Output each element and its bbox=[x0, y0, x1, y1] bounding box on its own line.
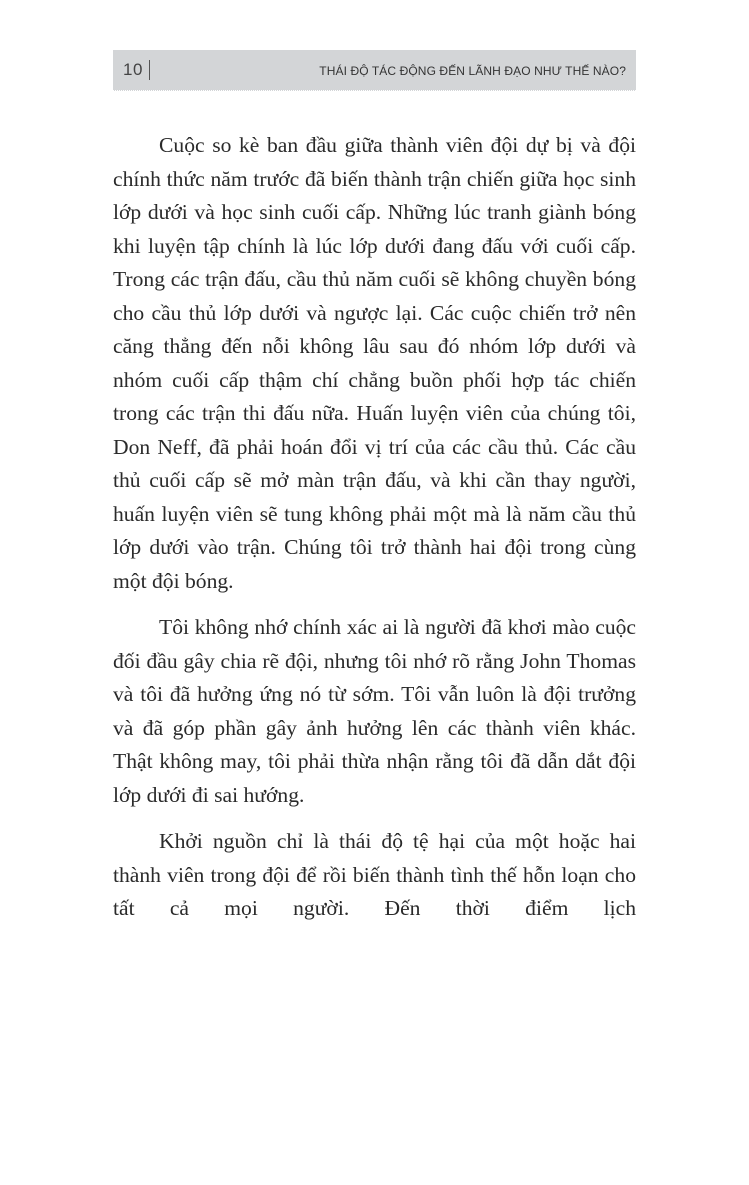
paragraph-3: Khởi nguồn chỉ là thái độ tệ hại của một hoặc hai thành viên trong đội để rồi biến thành tình thế hỗn loạn cho tất cả mọi người. Đến thời điểm lịch bbox=[113, 829, 636, 920]
paragraph-1: Cuộc so kè ban đầu giữa thành viên đội dự bị và đội chính thức năm trước đã biến thành trận chiến giữa học sinh lớp dưới và học sinh cuối cấp. Những lúc tranh giành bóng khi luyện tập chính là lúc lớp dưới đang đấu với cuối cấp. Trong các trận đấu, cầu thủ năm cuối sẽ không chuyền bóng cho cầu thủ lớp dưới và ngược lại. Các cuộc chiến trở nên căng thẳng đến nỗi không lâu sau đó nhóm lớp dưới và nhóm cuối cấp thậm chí chẳng buồn phối hợp tác chiến trong các trận thi đấu nữa. Huấn luyện viên của chúng tôi, Don Neff, đã phải hoán đổi vị trí của các cầu thủ. Các cầu thủ cuối cấp sẽ mở màn trận đấu, và khi cần thay người, huấn luyện viên sẽ tung không phải một mà là năm cầu thủ lớp dưới vào trận. Chúng tôi trở thành hai đội trong cùng một đội bóng. bbox=[113, 133, 636, 593]
running-header bbox=[113, 50, 636, 91]
paragraph-2: Tôi không nhớ chính xác ai là người đã khơi mào cuộc đối đầu gây chia rẽ đội, nhưng tôi nhớ rõ rằng John Thomas và tôi đã hưởng ứng nó từ sớm. Tôi vẫn luôn là đội trưởng và đã góp phần gây ảnh hưởng lên các thành viên khác. Thật không may, tôi phải thừa nhận rằng tôi đã dẫn dắt đội lớp dưới đi sai hướng. bbox=[113, 615, 636, 807]
page-number: 10 bbox=[123, 60, 143, 79]
chapter-title: THÁI ĐỘ TÁC ĐỘNG ĐẾN LÃNH ĐẠO NHƯ THẾ NÀO? bbox=[319, 64, 626, 78]
header-divider bbox=[149, 60, 150, 80]
body-text bbox=[113, 129, 636, 939]
